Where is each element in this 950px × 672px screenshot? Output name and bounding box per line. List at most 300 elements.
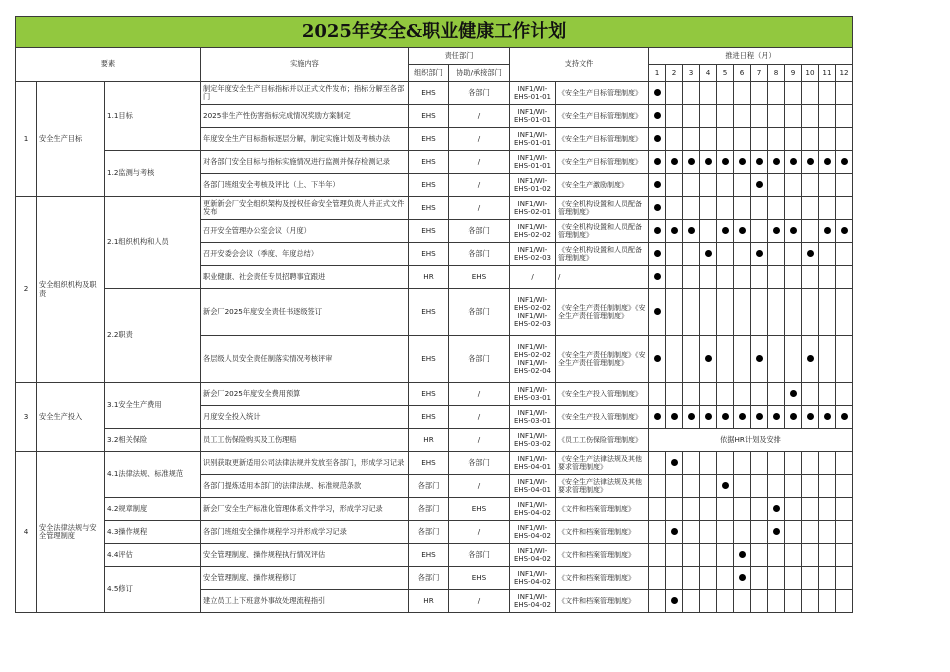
month-cell — [683, 590, 700, 613]
header-elements: 要素 — [16, 48, 201, 82]
month-header: 12 — [836, 65, 853, 82]
scheduled-dot — [688, 413, 695, 420]
month-cell — [751, 521, 768, 544]
group-number: 3 — [16, 383, 37, 452]
month-cell — [802, 82, 819, 105]
month-cell — [734, 383, 751, 406]
row-assist-dept: / — [449, 590, 510, 613]
month-cell — [700, 590, 717, 613]
row-content: 职业健康、社会责任专员招聘事宜跟进 — [201, 266, 409, 289]
month-cell — [683, 220, 700, 243]
row-content: 建立员工上下班意外事故处理流程指引 — [201, 590, 409, 613]
row-doc-name: 《文件和档案管理制度》 — [556, 521, 649, 544]
scheduled-dot — [654, 273, 661, 280]
month-cell — [751, 243, 768, 266]
month-cell — [649, 452, 666, 475]
scheduled-dot — [841, 227, 848, 234]
row-assist-dept: 各部门 — [449, 82, 510, 105]
month-header: 10 — [802, 65, 819, 82]
month-cell — [785, 289, 802, 336]
month-cell — [683, 151, 700, 174]
row-assist-dept: / — [449, 174, 510, 197]
row-doc-name: 《安全生产法律法规及其他要求管理制度》 — [556, 452, 649, 475]
month-cell — [700, 336, 717, 383]
month-cell — [666, 567, 683, 590]
month-cell — [802, 498, 819, 521]
month-cell — [836, 220, 853, 243]
row-doc-name: 《安全生产激励制度》 — [556, 174, 649, 197]
month-cell — [785, 128, 802, 151]
month-cell — [819, 475, 836, 498]
scheduled-dot — [790, 390, 797, 397]
row-content: 安全管理制度、操作规程执行情况评估 — [201, 544, 409, 567]
month-cell — [666, 243, 683, 266]
month-cell — [700, 243, 717, 266]
row-content: 2025非生产性伤害指标完成情况奖励方案制定 — [201, 105, 409, 128]
month-cell — [836, 197, 853, 220]
month-cell — [785, 521, 802, 544]
month-cell — [717, 521, 734, 544]
row-doc-code: / — [510, 266, 556, 289]
month-header: 8 — [768, 65, 785, 82]
month-cell — [666, 220, 683, 243]
row-content: 制定年度安全生产目标指标并以正式文件发布；指标分解至各部门 — [201, 82, 409, 105]
month-cell — [819, 174, 836, 197]
month-cell — [666, 151, 683, 174]
scheduled-dot — [722, 413, 729, 420]
month-cell — [734, 128, 751, 151]
month-cell — [751, 383, 768, 406]
row-assist-dept: / — [449, 521, 510, 544]
month-cell — [785, 105, 802, 128]
month-header: 7 — [751, 65, 768, 82]
table-row — [16, 383, 853, 406]
month-cell — [649, 105, 666, 128]
month-cell — [700, 174, 717, 197]
month-cell — [802, 452, 819, 475]
scheduled-dot — [654, 112, 661, 119]
month-cell — [751, 289, 768, 336]
month-cell — [768, 498, 785, 521]
month-cell — [683, 197, 700, 220]
month-cell — [717, 174, 734, 197]
month-cell — [683, 452, 700, 475]
row-org-dept: 各部门 — [409, 498, 449, 521]
subgroup-name: 1.1目标 — [105, 82, 201, 151]
month-cell — [700, 383, 717, 406]
month-cell — [700, 475, 717, 498]
month-cell — [751, 105, 768, 128]
month-cell — [683, 174, 700, 197]
month-cell — [819, 220, 836, 243]
scheduled-dot — [807, 250, 814, 257]
month-cell — [802, 243, 819, 266]
month-cell — [785, 82, 802, 105]
month-cell — [819, 151, 836, 174]
month-cell — [751, 197, 768, 220]
month-cell — [768, 197, 785, 220]
month-cell — [649, 383, 666, 406]
month-cell — [649, 590, 666, 613]
scheduled-dot — [790, 227, 797, 234]
month-cell — [717, 383, 734, 406]
row-org-dept: EHS — [409, 544, 449, 567]
month-cell — [836, 105, 853, 128]
month-cell — [683, 289, 700, 336]
month-cell — [666, 383, 683, 406]
scheduled-dot — [824, 227, 831, 234]
row-assist-dept: 各部门 — [449, 289, 510, 336]
row-doc-code: INF1/WI- EHS-02-02 — [510, 220, 556, 243]
row-assist-dept: 各部门 — [449, 544, 510, 567]
scheduled-dot — [756, 181, 763, 188]
row-content: 更新新会厂安全组织架构及授权任命安全管理负责人并正式文件发布 — [201, 197, 409, 220]
month-cell — [785, 151, 802, 174]
group-name: 安全生产投入 — [37, 383, 105, 452]
month-cell — [785, 336, 802, 383]
month-cell — [768, 544, 785, 567]
month-cell — [700, 266, 717, 289]
scheduled-dot — [722, 158, 729, 165]
month-cell — [751, 82, 768, 105]
header-assist: 协助/承接部门 — [449, 65, 510, 82]
month-cell — [700, 567, 717, 590]
row-doc-code: INF1/WI- EHS-02-01 — [510, 197, 556, 220]
subgroup-name: 4.5修订 — [105, 567, 201, 613]
table-row — [16, 498, 853, 521]
scheduled-dot — [739, 551, 746, 558]
header-dept: 责任部门 — [409, 48, 510, 65]
month-cell — [819, 406, 836, 429]
schedule-note: 依据HR计划及安排 — [649, 429, 853, 452]
scheduled-dot — [688, 158, 695, 165]
month-cell — [717, 406, 734, 429]
month-cell — [802, 383, 819, 406]
plan-sheet — [15, 16, 853, 613]
row-content: 安全管理制度、操作规程修订 — [201, 567, 409, 590]
month-cell — [717, 197, 734, 220]
scheduled-dot — [790, 158, 797, 165]
month-cell — [649, 174, 666, 197]
month-cell — [751, 567, 768, 590]
row-doc-name: / — [556, 266, 649, 289]
month-cell — [751, 266, 768, 289]
month-cell — [785, 406, 802, 429]
month-cell — [836, 266, 853, 289]
month-cell — [802, 544, 819, 567]
month-cell — [734, 452, 751, 475]
scheduled-dot — [722, 227, 729, 234]
scheduled-dot — [773, 413, 780, 420]
month-cell — [785, 590, 802, 613]
month-cell — [802, 289, 819, 336]
month-cell — [819, 266, 836, 289]
row-doc-name: 《文件和档案管理制度》 — [556, 590, 649, 613]
month-cell — [666, 452, 683, 475]
row-content: 年度安全生产目标指标逐层分解，制定实施计划及考核办法 — [201, 128, 409, 151]
month-cell — [717, 567, 734, 590]
month-cell — [836, 590, 853, 613]
month-cell — [717, 498, 734, 521]
month-cell — [768, 82, 785, 105]
scheduled-dot — [654, 181, 661, 188]
month-cell — [768, 174, 785, 197]
scheduled-dot — [773, 158, 780, 165]
row-org-dept: EHS — [409, 220, 449, 243]
month-cell — [683, 243, 700, 266]
scheduled-dot — [654, 355, 661, 362]
month-cell — [666, 544, 683, 567]
month-cell — [734, 498, 751, 521]
month-cell — [836, 567, 853, 590]
scheduled-dot — [705, 413, 712, 420]
row-doc-code: INF1/WI- EHS-01-01 — [510, 151, 556, 174]
month-cell — [802, 220, 819, 243]
month-cell — [751, 174, 768, 197]
scheduled-dot — [654, 250, 661, 257]
group-number: 4 — [16, 452, 37, 613]
month-cell — [717, 266, 734, 289]
month-cell — [802, 197, 819, 220]
month-cell — [802, 128, 819, 151]
row-assist-dept: EHS — [449, 498, 510, 521]
row-org-dept: 各部门 — [409, 567, 449, 590]
month-cell — [700, 521, 717, 544]
month-cell — [683, 521, 700, 544]
row-doc-name: 《安全机构设置和人员配备管理制度》 — [556, 243, 649, 266]
month-cell — [751, 336, 768, 383]
month-cell — [700, 220, 717, 243]
row-org-dept: EHS — [409, 105, 449, 128]
scheduled-dot — [705, 250, 712, 257]
row-doc-code: INF1/WI- EHS-04-02 — [510, 590, 556, 613]
row-content: 召开安全管理办公室会议（月度） — [201, 220, 409, 243]
month-cell — [717, 452, 734, 475]
scheduled-dot — [756, 413, 763, 420]
month-cell — [649, 406, 666, 429]
month-cell — [819, 105, 836, 128]
month-cell — [802, 105, 819, 128]
month-cell — [819, 590, 836, 613]
month-cell — [717, 105, 734, 128]
month-cell — [717, 220, 734, 243]
month-cell — [751, 590, 768, 613]
row-doc-name: 《文件和档案管理制度》 — [556, 567, 649, 590]
month-cell — [819, 243, 836, 266]
row-org-dept: EHS — [409, 128, 449, 151]
row-assist-dept: / — [449, 383, 510, 406]
subgroup-name: 4.1法律法规、标准规范 — [105, 452, 201, 498]
row-assist-dept: / — [449, 429, 510, 452]
row-assist-dept: / — [449, 197, 510, 220]
row-org-dept: HR — [409, 590, 449, 613]
row-assist-dept: EHS — [449, 266, 510, 289]
month-cell — [836, 475, 853, 498]
month-cell — [666, 174, 683, 197]
scheduled-dot — [654, 135, 661, 142]
row-org-dept: EHS — [409, 174, 449, 197]
month-cell — [666, 498, 683, 521]
header-content: 实施内容 — [201, 48, 409, 82]
row-assist-dept: / — [449, 406, 510, 429]
month-cell — [785, 220, 802, 243]
row-doc-name: 《文件和档案管理制度》 — [556, 498, 649, 521]
sheet-title: 2025年安全&职业健康工作计划 — [16, 17, 853, 48]
month-cell — [802, 266, 819, 289]
month-cell — [734, 289, 751, 336]
month-cell — [836, 544, 853, 567]
month-cell — [734, 336, 751, 383]
row-assist-dept: 各部门 — [449, 452, 510, 475]
month-cell — [768, 151, 785, 174]
month-cell — [683, 544, 700, 567]
month-cell — [768, 590, 785, 613]
row-content: 各部门班组安全操作规程学习并形成学习记录 — [201, 521, 409, 544]
row-assist-dept: / — [449, 151, 510, 174]
month-cell — [666, 266, 683, 289]
month-cell — [836, 174, 853, 197]
month-cell — [717, 289, 734, 336]
row-org-dept: EHS — [409, 336, 449, 383]
row-org-dept: EHS — [409, 289, 449, 336]
subgroup-name: 1.2监测与考核 — [105, 151, 201, 197]
month-cell — [734, 220, 751, 243]
month-cell — [819, 336, 836, 383]
month-cell — [836, 383, 853, 406]
header-schedule: 推进日程（月） — [649, 48, 853, 65]
month-cell — [717, 151, 734, 174]
month-cell — [768, 452, 785, 475]
subgroup-name: 2.2职责 — [105, 289, 201, 383]
table-row — [16, 429, 853, 452]
row-org-dept: EHS — [409, 243, 449, 266]
month-cell — [666, 475, 683, 498]
month-cell — [819, 82, 836, 105]
month-cell — [836, 336, 853, 383]
row-content: 各层级人员安全责任制落实情况考核评审 — [201, 336, 409, 383]
row-doc-code: INF1/WI- EHS-02-03 — [510, 243, 556, 266]
row-content: 各部门班组安全考核及评比（上、下半年） — [201, 174, 409, 197]
table-row — [16, 151, 853, 174]
table-row — [16, 544, 853, 567]
month-cell — [819, 289, 836, 336]
table-row — [16, 521, 853, 544]
month-cell — [836, 289, 853, 336]
scheduled-dot — [807, 355, 814, 362]
row-assist-dept: 各部门 — [449, 243, 510, 266]
month-cell — [717, 544, 734, 567]
month-cell — [768, 475, 785, 498]
subgroup-name: 3.1安全生产费用 — [105, 383, 201, 429]
subgroup-name: 4.3操作规程 — [105, 521, 201, 544]
month-cell — [649, 82, 666, 105]
month-cell — [819, 544, 836, 567]
month-cell — [666, 82, 683, 105]
month-cell — [819, 128, 836, 151]
month-cell — [768, 105, 785, 128]
month-cell — [700, 151, 717, 174]
scheduled-dot — [654, 89, 661, 96]
month-cell — [649, 544, 666, 567]
month-cell — [785, 475, 802, 498]
subgroup-name: 2.1组织机构和人员 — [105, 197, 201, 289]
scheduled-dot — [654, 227, 661, 234]
month-cell — [802, 521, 819, 544]
month-cell — [666, 197, 683, 220]
row-doc-code: INF1/WI- EHS-01-02 — [510, 174, 556, 197]
month-cell — [734, 105, 751, 128]
table-row — [16, 197, 853, 220]
month-cell — [649, 243, 666, 266]
month-cell — [802, 475, 819, 498]
plan-table — [15, 16, 853, 613]
month-cell — [751, 475, 768, 498]
month-cell — [768, 266, 785, 289]
row-doc-code: INF1/WI- EHS-04-02 — [510, 521, 556, 544]
month-cell — [819, 521, 836, 544]
row-doc-code: INF1/WI- EHS-04-02 — [510, 567, 556, 590]
row-doc-name: 《安全机构设置和人员配备管理制度》 — [556, 197, 649, 220]
scheduled-dot — [773, 505, 780, 512]
row-org-dept: EHS — [409, 383, 449, 406]
scheduled-dot — [705, 355, 712, 362]
month-header: 4 — [700, 65, 717, 82]
row-doc-code: INF1/WI- EHS-01-01 — [510, 128, 556, 151]
scheduled-dot — [671, 459, 678, 466]
month-cell — [649, 151, 666, 174]
row-content: 识别获取更新适用公司法律法规并发放至各部门，形成学习记录 — [201, 452, 409, 475]
row-doc-code: INF1/WI- EHS-04-01 — [510, 475, 556, 498]
month-cell — [836, 521, 853, 544]
month-cell — [785, 383, 802, 406]
scheduled-dot — [654, 413, 661, 420]
month-cell — [836, 452, 853, 475]
row-org-dept: 各部门 — [409, 475, 449, 498]
month-header: 3 — [683, 65, 700, 82]
row-doc-name: 《安全生产责任制制度》《安全生产责任管理制度》 — [556, 289, 649, 336]
month-header: 2 — [666, 65, 683, 82]
month-cell — [717, 82, 734, 105]
month-cell — [666, 128, 683, 151]
month-cell — [836, 128, 853, 151]
month-cell — [717, 336, 734, 383]
group-number: 1 — [16, 82, 37, 197]
month-cell — [649, 336, 666, 383]
scheduled-dot — [824, 413, 831, 420]
month-cell — [717, 128, 734, 151]
month-cell — [819, 383, 836, 406]
scheduled-dot — [739, 158, 746, 165]
month-cell — [683, 336, 700, 383]
month-cell — [700, 128, 717, 151]
row-content: 员工工伤保险购买及工伤理赔 — [201, 429, 409, 452]
scheduled-dot — [841, 413, 848, 420]
row-doc-name: 《安全生产目标管理制度》 — [556, 128, 649, 151]
month-header: 11 — [819, 65, 836, 82]
month-cell — [819, 197, 836, 220]
subgroup-name: 4.4评估 — [105, 544, 201, 567]
month-cell — [683, 383, 700, 406]
scheduled-dot — [756, 158, 763, 165]
row-doc-code: INF1/WI- EHS-04-02 — [510, 498, 556, 521]
table-row — [16, 452, 853, 475]
month-cell — [666, 105, 683, 128]
month-cell — [768, 383, 785, 406]
row-doc-code: INF1/WI- EHS-03-02 — [510, 429, 556, 452]
month-cell — [836, 406, 853, 429]
table-row — [16, 289, 853, 336]
row-content: 各部门提炼适用本部门的法律法规、标准规范条款 — [201, 475, 409, 498]
